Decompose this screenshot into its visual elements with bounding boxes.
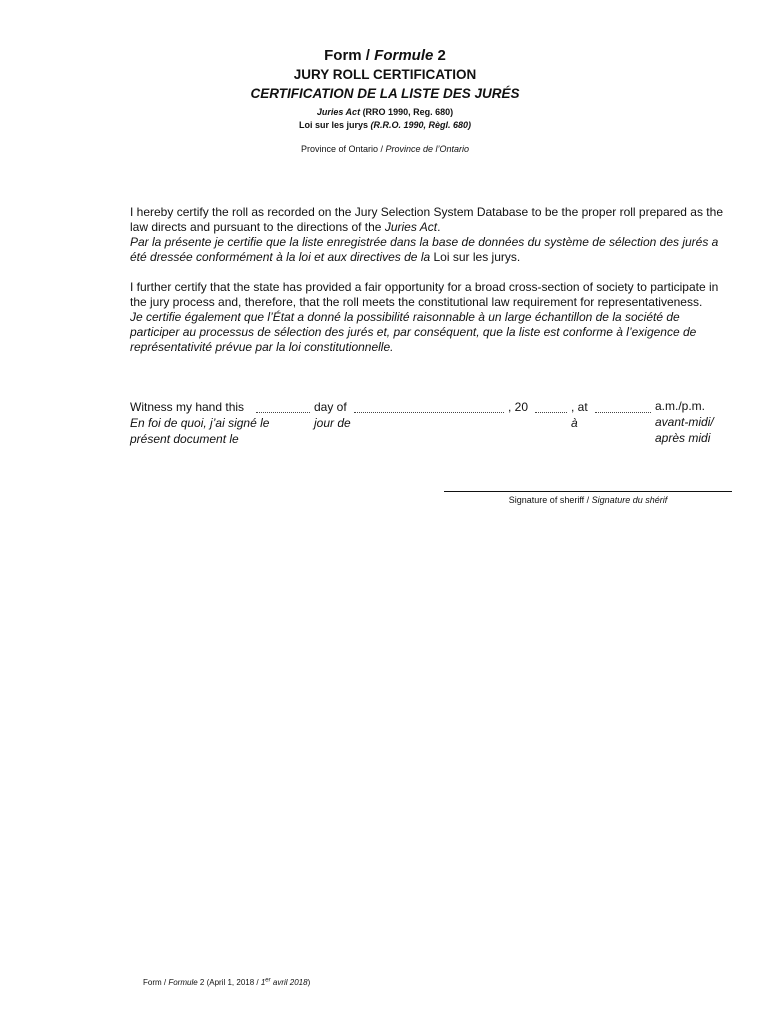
para1-fr-act: Loi sur les jurys	[433, 250, 517, 264]
ampm-label-en: a.m./p.m.	[655, 399, 706, 413]
footer-date-en: 2 (April 1, 2018 /	[197, 978, 261, 987]
title-en: JURY ROLL CERTIFICATION	[293, 67, 477, 82]
act-ref-fr: (R.R.O. 1990, Règl. 680)	[370, 120, 472, 130]
footer-sup: er	[265, 977, 271, 984]
para1-fr-text: Par la présente je certifie que la liste enregistrée dans la base de données du système de sélection des jurés a été dressée conformément à la loi et aux directives de la	[130, 235, 719, 264]
certification-paragraph-1	[130, 205, 730, 265]
para1-fr-end: .	[516, 250, 521, 264]
witness-label-fr-2: présent document le	[130, 432, 239, 446]
footer-date-rest: avril 2018	[270, 978, 308, 987]
footer-day: 1	[260, 978, 266, 987]
certification-paragraph-2	[130, 280, 730, 355]
footer-en: Form /	[143, 978, 169, 987]
title-fr: CERTIFICATION DE LA LISTE DES JURÉS	[250, 86, 520, 101]
at-label-en: , at	[571, 400, 588, 414]
footer-close: )	[307, 978, 311, 987]
para1-en-end: .	[437, 220, 441, 234]
footer-date-fr	[261, 978, 308, 987]
footer-formule: Formule	[168, 978, 198, 987]
signature-caption-fr: Signature du shérif	[591, 495, 668, 505]
witness-label-fr-1: En foi de quoi, j’ai signé le	[130, 416, 270, 430]
signature-caption-en: Signature of sheriff /	[508, 495, 592, 505]
year-field[interactable]	[535, 412, 567, 413]
act-name-fr: Loi sur les jurys	[298, 120, 371, 130]
act-ref-en: (RRO 1990, Reg. 680)	[360, 107, 454, 117]
para2-fr: Je certifie également que l’État a donné la possibilité raisonnable à un large échantillon de la société de participer au processus de sélection des jurés et, par conséquent, que la liste est conforme à l’exigence de représentativité prévue par la loi constitutionnelle.	[130, 310, 697, 354]
month-field[interactable]	[354, 412, 504, 413]
ampm-label-fr-2: après midi	[655, 431, 711, 445]
at-label-fr: à	[571, 416, 578, 430]
province-fr: Province de l’Ontario	[385, 144, 470, 154]
act-reference-en	[0, 106, 770, 119]
form-footer	[143, 978, 310, 988]
day-of-label-fr: jour de	[314, 416, 351, 430]
sheriff-signature-line[interactable]	[444, 491, 732, 492]
ampm-label-fr-1: avant-midi/	[655, 415, 714, 429]
form-label-en: Form /	[324, 47, 375, 64]
day-of-label-en: day of	[314, 400, 347, 414]
form-number: 2	[433, 47, 446, 64]
para1-en-text: I hereby certify the roll as recorded on the Jury Selection System Database to be the proper roll prepared as the law directs and pursuant to the directions of the	[130, 205, 723, 234]
para2-en: I further certify that the state has provided a fair opportunity for a broad cross-section of society to participate in the jury process and, therefore, that the roll meets the constitutional law requirement for representativeness.	[130, 280, 719, 309]
year-prefix: , 20	[508, 400, 529, 414]
province-line	[0, 143, 770, 155]
act-reference-fr	[0, 119, 770, 132]
time-field[interactable]	[595, 412, 651, 413]
signature-caption	[444, 495, 732, 506]
witness-label-en: Witness my hand this	[130, 400, 245, 414]
form-header	[0, 46, 770, 155]
day-number-field[interactable]	[256, 412, 310, 413]
form-label-fr: Formule	[374, 47, 434, 64]
province-en: Province of Ontario /	[300, 144, 386, 154]
para1-en	[130, 205, 730, 235]
para1-fr	[130, 235, 730, 265]
form-number-title	[0, 46, 770, 65]
para1-en-act: Juries Act	[384, 220, 438, 234]
act-name-en: Juries Act	[316, 107, 361, 117]
